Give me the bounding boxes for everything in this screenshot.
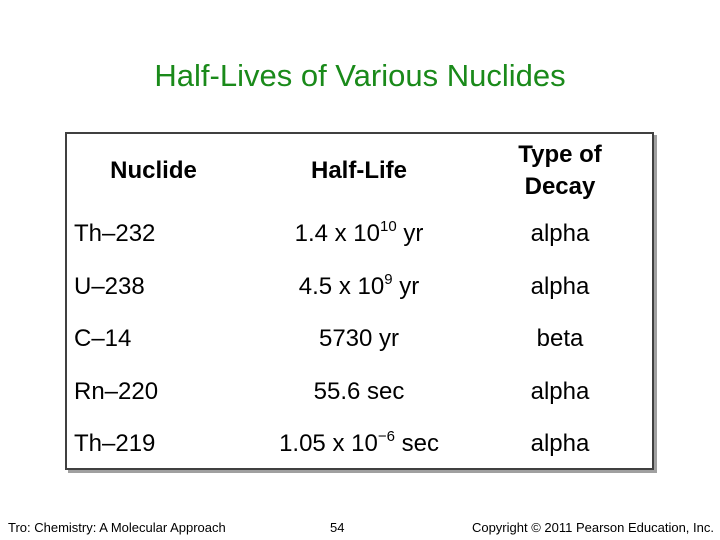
footer-source: Tro: Chemistry: A Molecular Approach [8, 520, 226, 535]
nuclide-cell: Th–219 [74, 430, 156, 458]
half-life-cell [250, 261, 468, 314]
half-life-unit: yr [392, 272, 420, 300]
decay-type-cell: alpha [530, 272, 590, 300]
nuclide-cell: U–238 [74, 272, 145, 300]
half-life-mantissa: 4.5 x 10 [298, 272, 385, 300]
table-row [67, 418, 652, 471]
half-life-cell [250, 313, 468, 366]
half-life-mantissa: 1.05 x 10 [279, 430, 378, 458]
half-life-exponent: −6 [377, 428, 395, 446]
slide-title: Half-Lives of Various Nuclides [154, 58, 566, 93]
table-row [67, 208, 652, 261]
decay-type-cell: alpha [530, 377, 590, 405]
table-row [67, 313, 652, 366]
half-life-mantissa: 5730 yr [318, 325, 400, 353]
nuclide-cell: C–14 [74, 325, 132, 353]
decay-type-cell: beta [536, 325, 584, 353]
nuclide-cell: Th–232 [74, 220, 156, 248]
half-life-mantissa: 1.4 x 10 [294, 220, 381, 248]
header-nuclide: Nuclide [110, 157, 197, 184]
page-number: 54 [330, 520, 345, 535]
half-life-exponent: 10 [380, 218, 397, 236]
header-half-life: Half-Life [311, 157, 407, 184]
header-type-of-decay: Type of Decay [518, 141, 602, 200]
half-life-cell [250, 208, 468, 261]
half-life-exponent: 9 [384, 270, 393, 288]
table-header-row [67, 134, 652, 208]
table-row [67, 366, 652, 419]
half-life-unit: yr [396, 220, 424, 248]
decay-type-cell: alpha [530, 430, 590, 458]
half-life-mantissa: 55.6 sec [313, 377, 405, 405]
half-life-cell [250, 418, 468, 471]
half-life-table [65, 132, 654, 470]
nuclide-cell: Rn–220 [74, 377, 159, 405]
table-row [67, 261, 652, 314]
decay-type-cell: alpha [530, 220, 590, 248]
copyright: Copyright © 2011 Pearson Education, Inc. [471, 520, 714, 535]
half-life-cell [250, 366, 468, 419]
half-life-unit: sec [394, 430, 439, 458]
